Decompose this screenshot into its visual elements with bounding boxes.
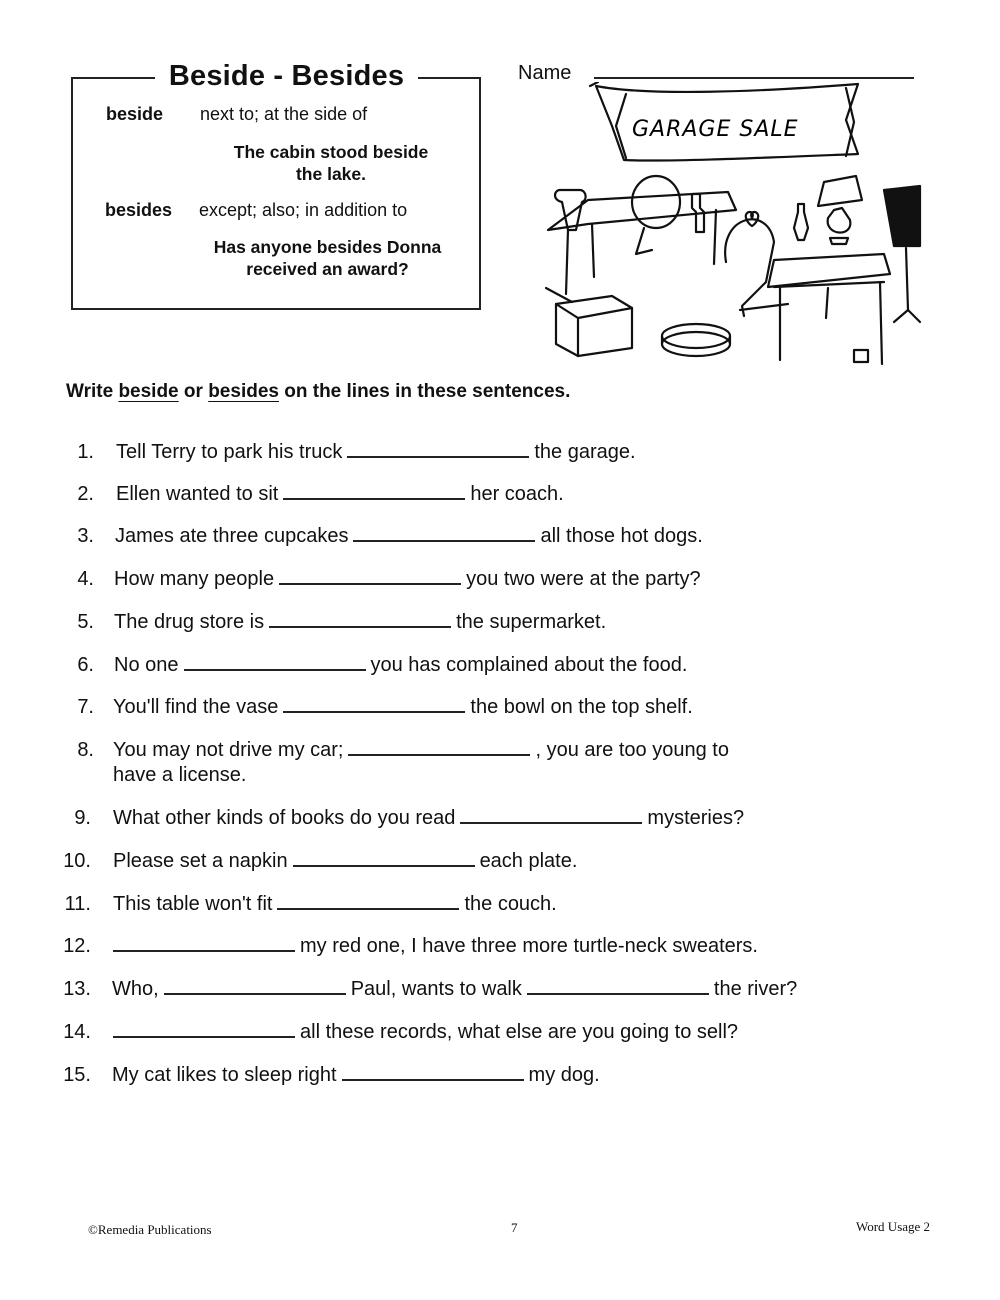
- answer-blank[interactable]: [269, 612, 451, 628]
- question-6: No one you has complained about the food.: [114, 654, 688, 676]
- garage-sale-illustration: [528, 82, 928, 377]
- answer-blank[interactable]: [293, 851, 475, 867]
- answer-blank[interactable]: [283, 484, 465, 500]
- answer-blank[interactable]: [342, 1065, 524, 1081]
- question-1: Tell Terry to park his truck the garage.: [116, 441, 636, 463]
- question-11: This table won't fit the couch.: [113, 893, 557, 915]
- question-3: James ate three cupcakes all those hot dogs.: [115, 525, 703, 547]
- question-4: How many people you two were at the party?: [114, 568, 701, 590]
- sign-text: GARAGE SALE: [632, 117, 799, 142]
- question-8: You may not drive my car; , you are too young to: [113, 739, 729, 761]
- question-13: Who, Paul, wants to walk the river?: [112, 978, 798, 1000]
- box-border: [418, 77, 481, 79]
- question-number: 14.: [63, 1021, 91, 1043]
- question-number: 3.: [77, 525, 94, 547]
- question-number: 8.: [77, 739, 94, 761]
- answer-blank[interactable]: [353, 526, 535, 542]
- question-12: my red one, I have three more turtle-neck sweaters.: [108, 935, 758, 958]
- question-number: 13.: [63, 978, 91, 1000]
- name-label: Name: [518, 62, 572, 84]
- question-number: 5.: [77, 611, 94, 633]
- example-beside: The cabin stood beside the lake.: [233, 142, 429, 184]
- footer-series: Word Usage 2: [856, 1219, 931, 1234]
- floor-lamp: [884, 186, 920, 246]
- example-besides: Has anyone besides Donna received an award?: [213, 237, 442, 279]
- question-number: 11.: [64, 893, 91, 915]
- answer-blank[interactable]: [113, 936, 295, 952]
- question-15: My cat likes to sleep right my dog.: [112, 1064, 600, 1086]
- definition-besides: except; also; in addition to: [199, 200, 408, 220]
- question-number: 1.: [77, 441, 94, 463]
- term-beside: beside: [106, 104, 164, 124]
- question-number: 7.: [77, 696, 94, 718]
- question-number: 4.: [77, 568, 94, 590]
- box-border: [71, 77, 155, 79]
- answer-blank[interactable]: [348, 740, 530, 756]
- answer-blank[interactable]: [277, 894, 459, 910]
- question-8-continued: have a license.: [113, 764, 247, 786]
- question-number: 12.: [63, 935, 91, 957]
- question-number: 6.: [77, 654, 94, 676]
- answer-blank[interactable]: [527, 979, 709, 995]
- question-number: 9.: [74, 807, 91, 829]
- footer-page-number: 7: [511, 1220, 518, 1235]
- question-2: Ellen wanted to sit her coach.: [116, 483, 564, 505]
- question-5: The drug store is the supermarket.: [114, 611, 607, 633]
- name-field[interactable]: [594, 77, 914, 79]
- question-7: You'll find the vase the bowl on the top shelf.: [113, 696, 693, 718]
- box-title: Beside - Besides: [168, 60, 405, 92]
- answer-blank[interactable]: [460, 808, 642, 824]
- definition-beside: next to; at the side of: [200, 104, 368, 124]
- table-lamp: [818, 176, 862, 206]
- question-number: 15.: [63, 1064, 91, 1086]
- instructions: Write beside or besides on the lines in these sentences.: [66, 381, 571, 402]
- answer-blank[interactable]: [347, 442, 529, 458]
- question-9: What other kinds of books do you read mysteries?: [113, 807, 745, 829]
- chair: [725, 219, 788, 316]
- answer-blank[interactable]: [184, 655, 366, 671]
- question-10: Please set a napkin each plate.: [113, 850, 578, 872]
- answer-blank[interactable]: [164, 979, 346, 995]
- answer-blank[interactable]: [113, 1022, 295, 1038]
- question-number: 2.: [77, 483, 94, 505]
- question-14: all these records, what else are you going to sell?: [108, 1021, 738, 1044]
- answer-blank[interactable]: [279, 569, 461, 585]
- term-besides: besides: [105, 200, 173, 220]
- box: [556, 296, 632, 356]
- question-number: 10.: [63, 850, 91, 872]
- footer-publisher: ©Remedia Publications: [88, 1222, 212, 1237]
- answer-blank[interactable]: [283, 697, 465, 713]
